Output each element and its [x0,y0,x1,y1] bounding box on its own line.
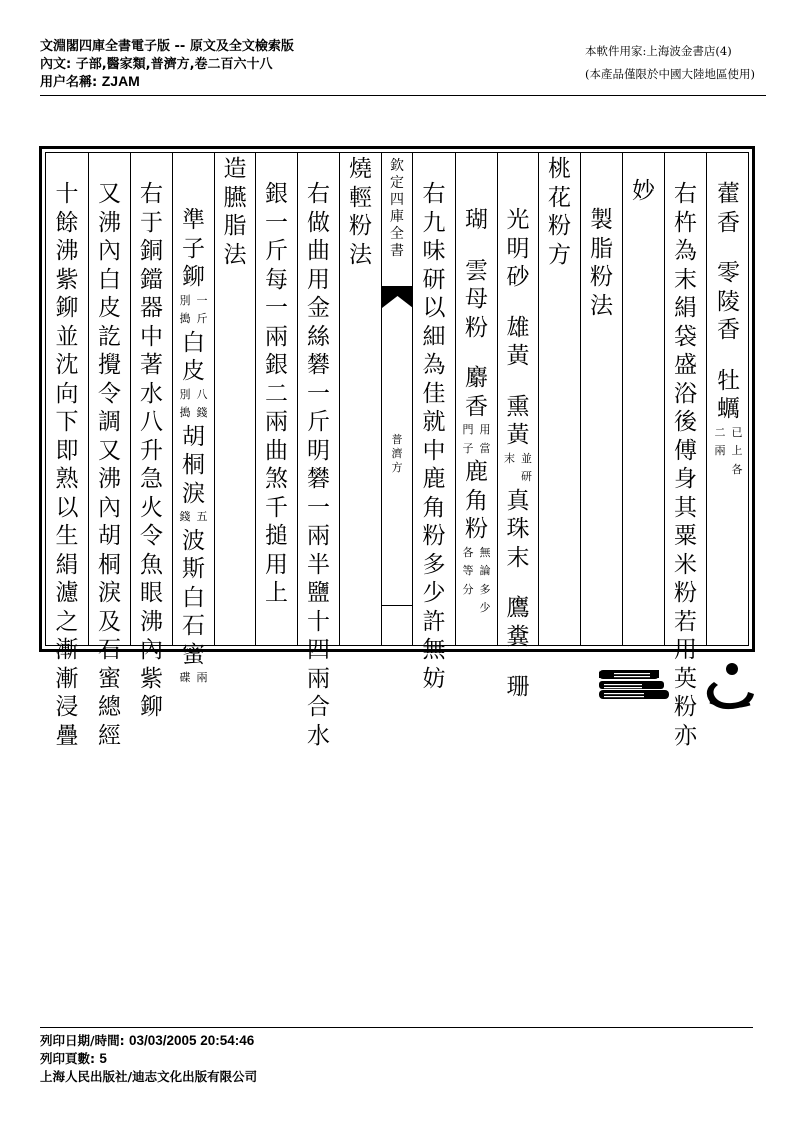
annotation-note: 五 錢 [179,510,208,523]
column-text: 桃 花 粉 方 [548,156,571,268]
annotation-note: 兩 碟 [179,671,208,684]
licensee: 本軟件用家:上海波金書店(4) [585,44,732,58]
text-column [455,153,497,645]
annotation-note: 已 上 各 二 兩 [714,425,743,476]
region-notice: (本產品僅限於中國大陸地區使用) [585,67,755,81]
print-pages-label: 列印頁數: [40,1051,95,1066]
dizhi-logo-icon [707,663,754,709]
annotation-note: 一 斤 別 搗 [179,293,208,325]
footer-divider [40,1027,753,1028]
text-column [46,153,88,749]
publisher: 上海人民出版社/迪志文化出版有限公司 [40,1069,258,1084]
text-column [538,153,580,645]
text-column [297,153,339,749]
text-column [622,153,664,645]
column-text: 製 脂 粉 法 [590,207,613,319]
content-path: 子部,醫家類,普濟方,卷二百六十八 [75,56,273,72]
header-divider [40,95,766,96]
license-info [585,40,755,86]
text-column [255,153,297,645]
text-column [497,153,538,700]
text-column [664,153,706,749]
print-datetime: 03/03/2005 20:54:46 [128,1033,255,1048]
center-book-title: 普 濟 方 [391,433,403,474]
content-path-line [40,56,294,74]
column-text: 右 九 味 研 以 細 為 佳 就 中 鹿 角 粉 多 少 許 無 妨 [422,181,446,692]
column-text: 光 明 砂 雄 黃 熏 黃 並 研 末 真 珠 末 鷹 糞 珊 [504,207,532,700]
text-column [130,153,172,720]
footer-info [40,1032,257,1086]
column-text: 右 做 曲 用 金 絲 礬 一 斤 明 礬 一 兩 半 鹽 十 四 兩 合 水 [307,181,330,749]
text-column [339,153,381,645]
page-frame [39,146,755,749]
column-text: 又 沸 內 白 皮 訖 攪 令 調 又 沸 內 胡 桐 淚 及 石 蜜 總 經 [98,181,121,749]
user-name: ZJAM [101,73,140,89]
annotation-note: 八 錢 別 搗 [179,387,208,419]
print-pages: 5 [99,1051,107,1066]
text-column [214,153,255,645]
column-text: 右 杵 為 末 絹 袋 盛 浴 後 傅 身 其 粟 米 粉 若 用 英 粉 亦 [674,181,697,749]
column-text: 右 于 銅 鐺 器 中 著 水 八 升 急 火 令 魚 眼 沸 內 紫 鉚 [140,181,163,720]
fishtail-icon [382,286,413,308]
print-pages-line [40,1050,257,1068]
text-column [172,153,214,684]
column-text: 造 臙 脂 法 [223,156,247,268]
header-info [40,38,294,92]
print-datetime-line [40,1032,257,1050]
text-column [706,153,750,645]
user-line [40,73,294,92]
column-text: 妙 [632,178,655,204]
column-text: 準 子 鉚 一 斤 別 搗 白 皮 八 錢 別 搗 胡 桐 淚 五 錢 波 斯 白 石 蜜 兩 碟 [173,206,214,688]
column-text: 十 餘 沸 紫 鉚 並 沈 向 下 即 熟 以 生 絹 濾 之 漸 漸 浸 疊 [55,181,79,749]
column-text: 燒 輕 粉 法 [349,156,372,268]
text-column [412,153,455,692]
publisher-logos [596,660,756,715]
books-logo-icon [599,670,669,699]
user-label: 用户名稱: [40,75,98,90]
center-title: 欽 定 四 庫 全 書 [390,158,404,259]
annotation-note: 無 論 多 少 各 等 分 [462,545,491,614]
content-label: 內文: [40,56,72,72]
print-datetime-label: 列印日期/時間: [40,1033,125,1048]
annotation-note: 用 當 門 子 [462,423,491,455]
text-column [580,153,622,645]
text-column [88,153,130,749]
column-text: 瑚 雲 母 粉 麝 香 用 當 門 子 鹿 角 粉 無 論 多 少 各 等 分 [456,206,497,618]
column-text: 銀 一 斤 每 一 兩 銀 二 兩 曲 煞 千 搥 用 上 [265,181,288,606]
center-column [381,153,412,645]
app-title: 文淵閣四庫全書電子版 -- 原文及全文檢索版 [40,39,294,54]
center-bottom-cell [382,605,412,606]
column-text: 藿 香 零 陵 香 牡 蠣 已 上 各 二 兩 [707,180,750,479]
text-columns [45,152,749,749]
annotation-note: 並 研 末 [504,451,532,483]
